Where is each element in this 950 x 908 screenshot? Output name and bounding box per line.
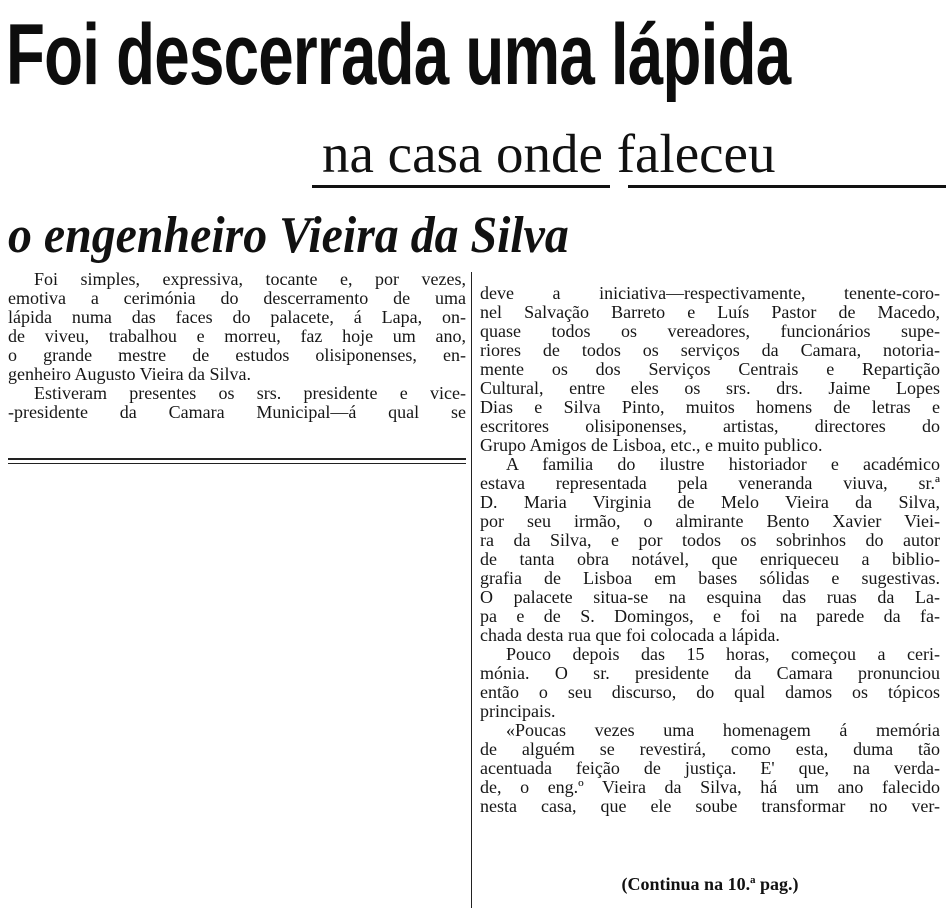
text-line: Cultural, entre eles os srs. drs. Jaime Lopes xyxy=(480,378,940,398)
article-right-column xyxy=(480,284,940,816)
text-line: grafia de Lisboa em bases sólidas e sugestivas. xyxy=(480,568,940,588)
text-line: emotiva a cerimónia do descerramento de uma xyxy=(8,288,466,308)
text-line: nesta casa, que ele soube transformar no ver- xyxy=(480,796,940,816)
text-line: mente os dos Serviços Centrais e Repartição xyxy=(480,359,940,379)
text-line: A familia do ilustre historiador e académico xyxy=(506,454,940,474)
text-line: principais. xyxy=(480,701,556,721)
text-line: estava representada pela veneranda viuva, sr.ª xyxy=(480,473,940,493)
text-line: chada desta rua que foi colocada a lápida. xyxy=(480,625,780,645)
text-line: o grande mestre de estudos olisiponenses, en- xyxy=(8,345,466,365)
text-line: Grupo Amigos de Lisboa, etc., e muito publico. xyxy=(480,435,823,455)
text-line: Estiveram presentes os srs. presidente e vice- xyxy=(34,383,466,403)
text-line: de tanta obra notável, que enriqueceu a biblio- xyxy=(480,549,940,569)
text-line: deve a iniciativa—respectivamente, tenente-coro- xyxy=(480,283,940,303)
column-divider xyxy=(471,272,472,908)
text-line: mónia. O sr. presidente da Camara pronunciou xyxy=(480,663,940,683)
text-line: Foi simples, expressiva, tocante e, por vezes, xyxy=(34,269,466,289)
text-line: D. Maria Virginia de Melo Vieira da Silva, xyxy=(480,492,940,512)
text-line: O palacete situa-se na esquina das ruas da La- xyxy=(480,587,940,607)
text-line: quase todos os vereadores, funcionários supe- xyxy=(480,321,940,341)
text-line: -presidente da Camara Municipal—á qual se xyxy=(8,402,466,422)
text-line: pa e de S. Domingos, e foi na parede da fa- xyxy=(480,606,940,626)
subheadline: na casa onde faleceu xyxy=(322,123,776,184)
text-line: Dias e Silva Pinto, muitos homens de letras e xyxy=(480,397,940,417)
article-left-column xyxy=(8,270,466,422)
text-line: Pouco depois das 15 horas, começou a ceri- xyxy=(506,644,940,664)
column-end-rule xyxy=(8,458,466,460)
third-headline: o engenheiro Vieira da Silva xyxy=(8,207,569,264)
text-line: por seu irmão, o almirante Bento Xavier Viei- xyxy=(480,511,940,531)
continuation-note: (Continua na 10.ª pag.) xyxy=(621,874,799,894)
text-line: escritores olisiponenses, artistas, directores do xyxy=(480,416,940,436)
headline: Foi descerrada uma lápida xyxy=(6,7,791,103)
subheadline-rule-right xyxy=(628,185,946,188)
column-end-rule-thin xyxy=(8,463,466,464)
text-line: nel Salvação Barreto e Luís Pastor de Macedo, xyxy=(480,302,940,322)
text-line: riores de todos os serviços da Camara, notoria- xyxy=(480,340,940,360)
text-line: lápida numa das faces do palacete, á Lapa, on- xyxy=(8,307,466,327)
text-line: ra da Silva, e por todos os sobrinhos do autor xyxy=(480,530,940,550)
text-line: de, o eng.º Vieira da Silva, há um ano falecido xyxy=(480,777,940,797)
text-line: «Poucas vezes uma homenagem á memória xyxy=(506,720,940,740)
text-line: de alguém se revestirá, como esta, duma tão xyxy=(480,739,940,759)
text-line: genheiro Augusto Vieira da Silva. xyxy=(8,364,252,384)
text-line: então o seu discurso, do qual damos os tópicos xyxy=(480,682,940,702)
subheadline-rule-left xyxy=(312,185,610,188)
text-line: de viveu, trabalhou e morreu, faz hoje um ano, xyxy=(8,326,466,346)
text-line: acentuada feição de justiça. E' que, na verda- xyxy=(480,758,940,778)
